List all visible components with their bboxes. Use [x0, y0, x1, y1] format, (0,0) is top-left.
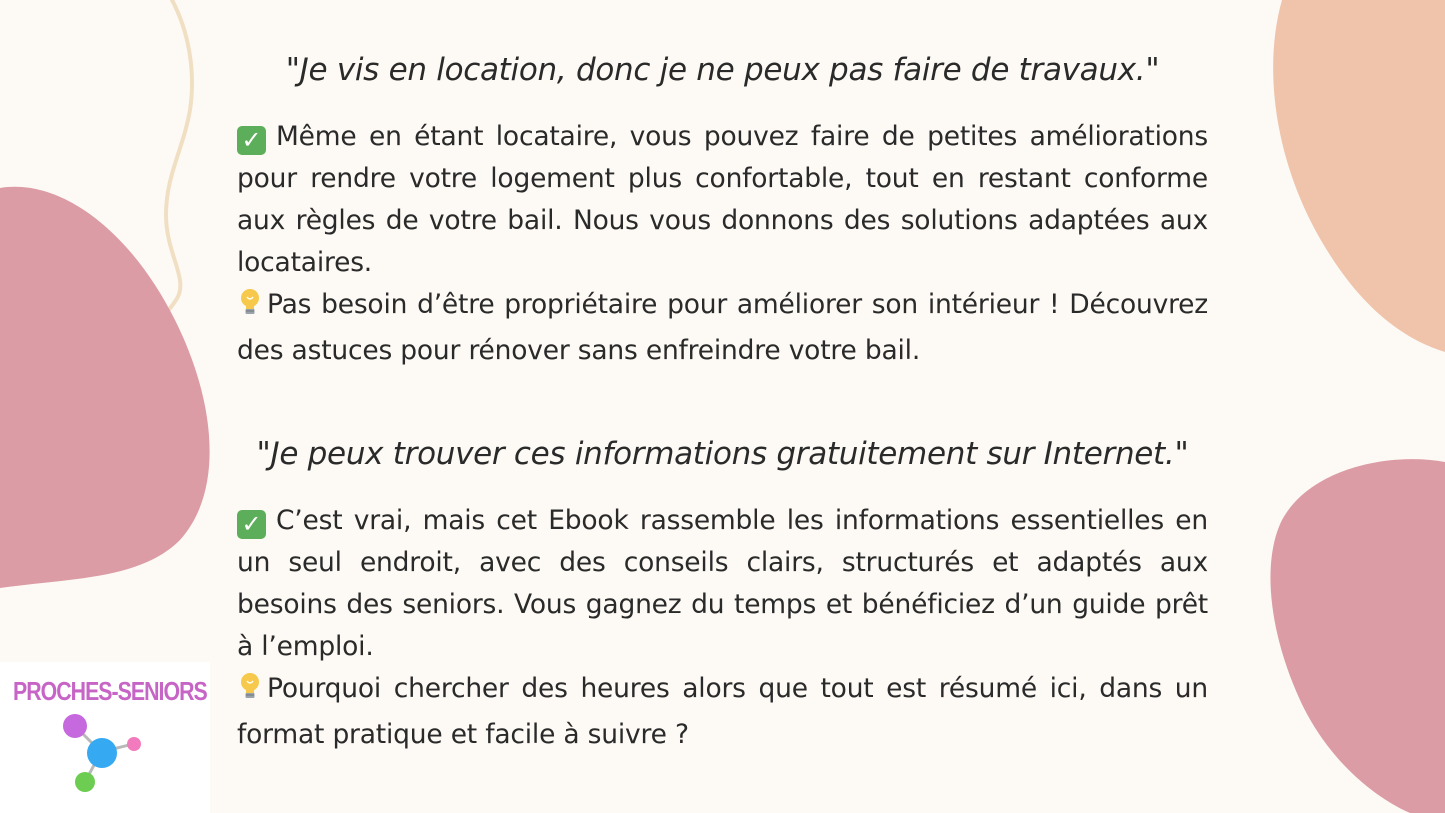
tip-text: Pourquoi chercher des heures alors que tout est résumé ici, dans un format pratique et facile à suivre ? — [237, 673, 1208, 750]
objection-quote: "Je vis en location, donc je ne peux pas faire de travaux." — [285, 52, 1160, 88]
answer-paragraph — [237, 500, 1208, 668]
answer-text: C’est vrai, mais cet Ebook rassemble les informations essentielles en un seul endroit, avec des conseils clairs, structurés et adaptés aux besoins des seniors. Vous gagnez du temps et bénéficiez d’un guide prêt à l’emploi. — [237, 505, 1208, 662]
check-mark-icon: ✓ — [237, 510, 266, 539]
cream-wave-line — [156, 0, 192, 322]
answer-paragraph — [237, 116, 1208, 284]
answer-text: Même en étant locataire, vous pouvez faire de petites améliorations pour rendre votre logement plus confortable, tout en restant conforme aux règles de votre bail. Nous vous donnons des solutions adaptées aux locataires. — [237, 121, 1208, 278]
tip-paragraph — [237, 668, 1208, 756]
light-bulb-icon — [237, 287, 263, 330]
molecule-logo-icon — [55, 706, 155, 798]
tip-text: Pas besoin d’être propriétaire pour améliorer son intérieur ! Découvrez des astuces pour rénover sans enfreindre votre bail. — [237, 289, 1208, 366]
pink-blob-left — [0, 187, 210, 588]
check-mark-icon: ✓ — [237, 126, 266, 155]
pink-blob-bottom-right — [1270, 459, 1445, 813]
objection-quote: "Je peux trouver ces informations gratuitement sur Internet." — [256, 436, 1189, 472]
objections-section — [237, 40, 1208, 756]
peach-blob-top-right — [1273, 0, 1445, 352]
light-bulb-icon — [237, 671, 263, 714]
logo-text: PROCHES-SENIORS — [13, 676, 207, 706]
tip-paragraph — [237, 284, 1208, 372]
